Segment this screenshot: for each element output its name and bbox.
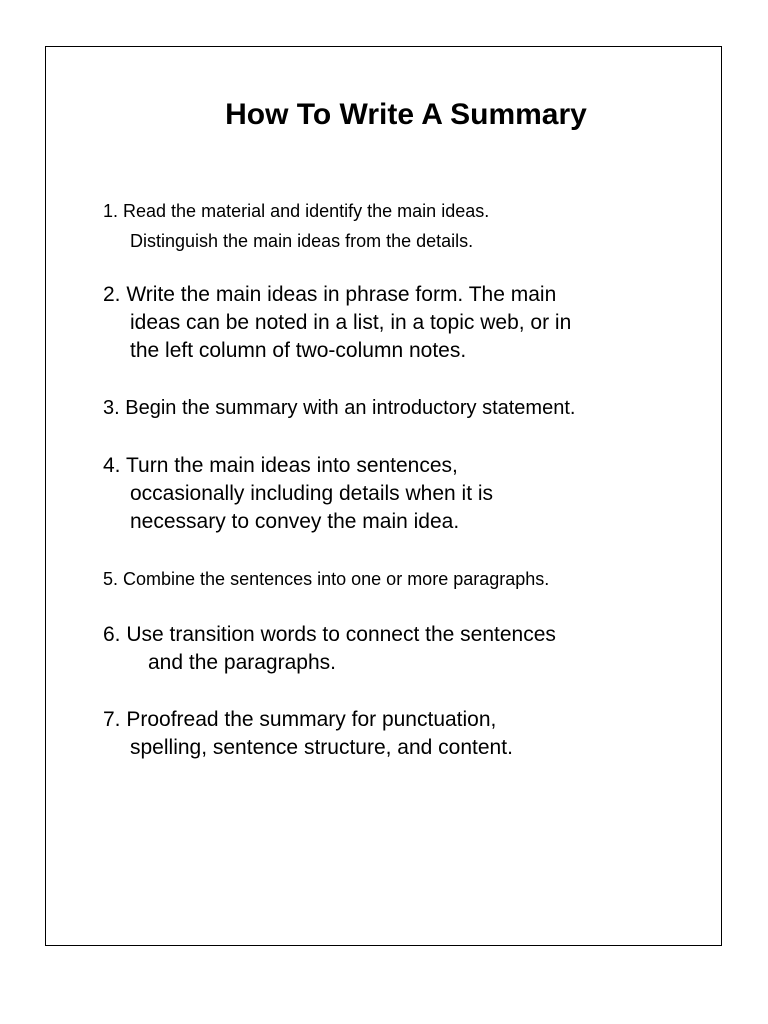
step-2-line-3: the left column of two-column notes. — [130, 339, 467, 362]
step-4-line-2: occasionally including details when it is — [130, 482, 494, 505]
step-7 — [103, 706, 513, 762]
step-4-line-3: necessary to convey the main idea. — [130, 510, 460, 533]
step-7-line-1: 7. Proofread the summary for punctuation, — [103, 708, 497, 731]
step-4 — [103, 452, 493, 536]
step-5 — [103, 565, 549, 593]
page-title: How To Write A Summary — [225, 98, 587, 131]
step-6-line-1: 6. Use transition words to connect the sentences — [103, 623, 556, 646]
step-1-line-2: Distinguish the main ideas from the details. — [130, 231, 474, 251]
step-2-line-2: ideas can be noted in a list, in a topic web, or in — [130, 311, 572, 334]
step-5-line-1: 5. Combine the sentences into one or more paragraphs. — [103, 569, 550, 589]
step-6-line-2: and the paragraphs. — [148, 651, 336, 674]
step-2-line-1: 2. Write the main ideas in phrase form. The main — [103, 283, 557, 306]
step-1 — [103, 196, 489, 256]
step-4-line-1: 4. Turn the main ideas into sentences, — [103, 454, 458, 477]
step-1-line-1: 1. Read the material and identify the main ideas. — [103, 201, 490, 221]
step-7-line-2: spelling, sentence structure, and content. — [130, 736, 513, 759]
step-3 — [103, 394, 575, 422]
step-6 — [103, 621, 556, 677]
step-3-line-1: 3. Begin the summary with an introductory statement. — [103, 397, 576, 419]
step-2 — [103, 281, 571, 365]
